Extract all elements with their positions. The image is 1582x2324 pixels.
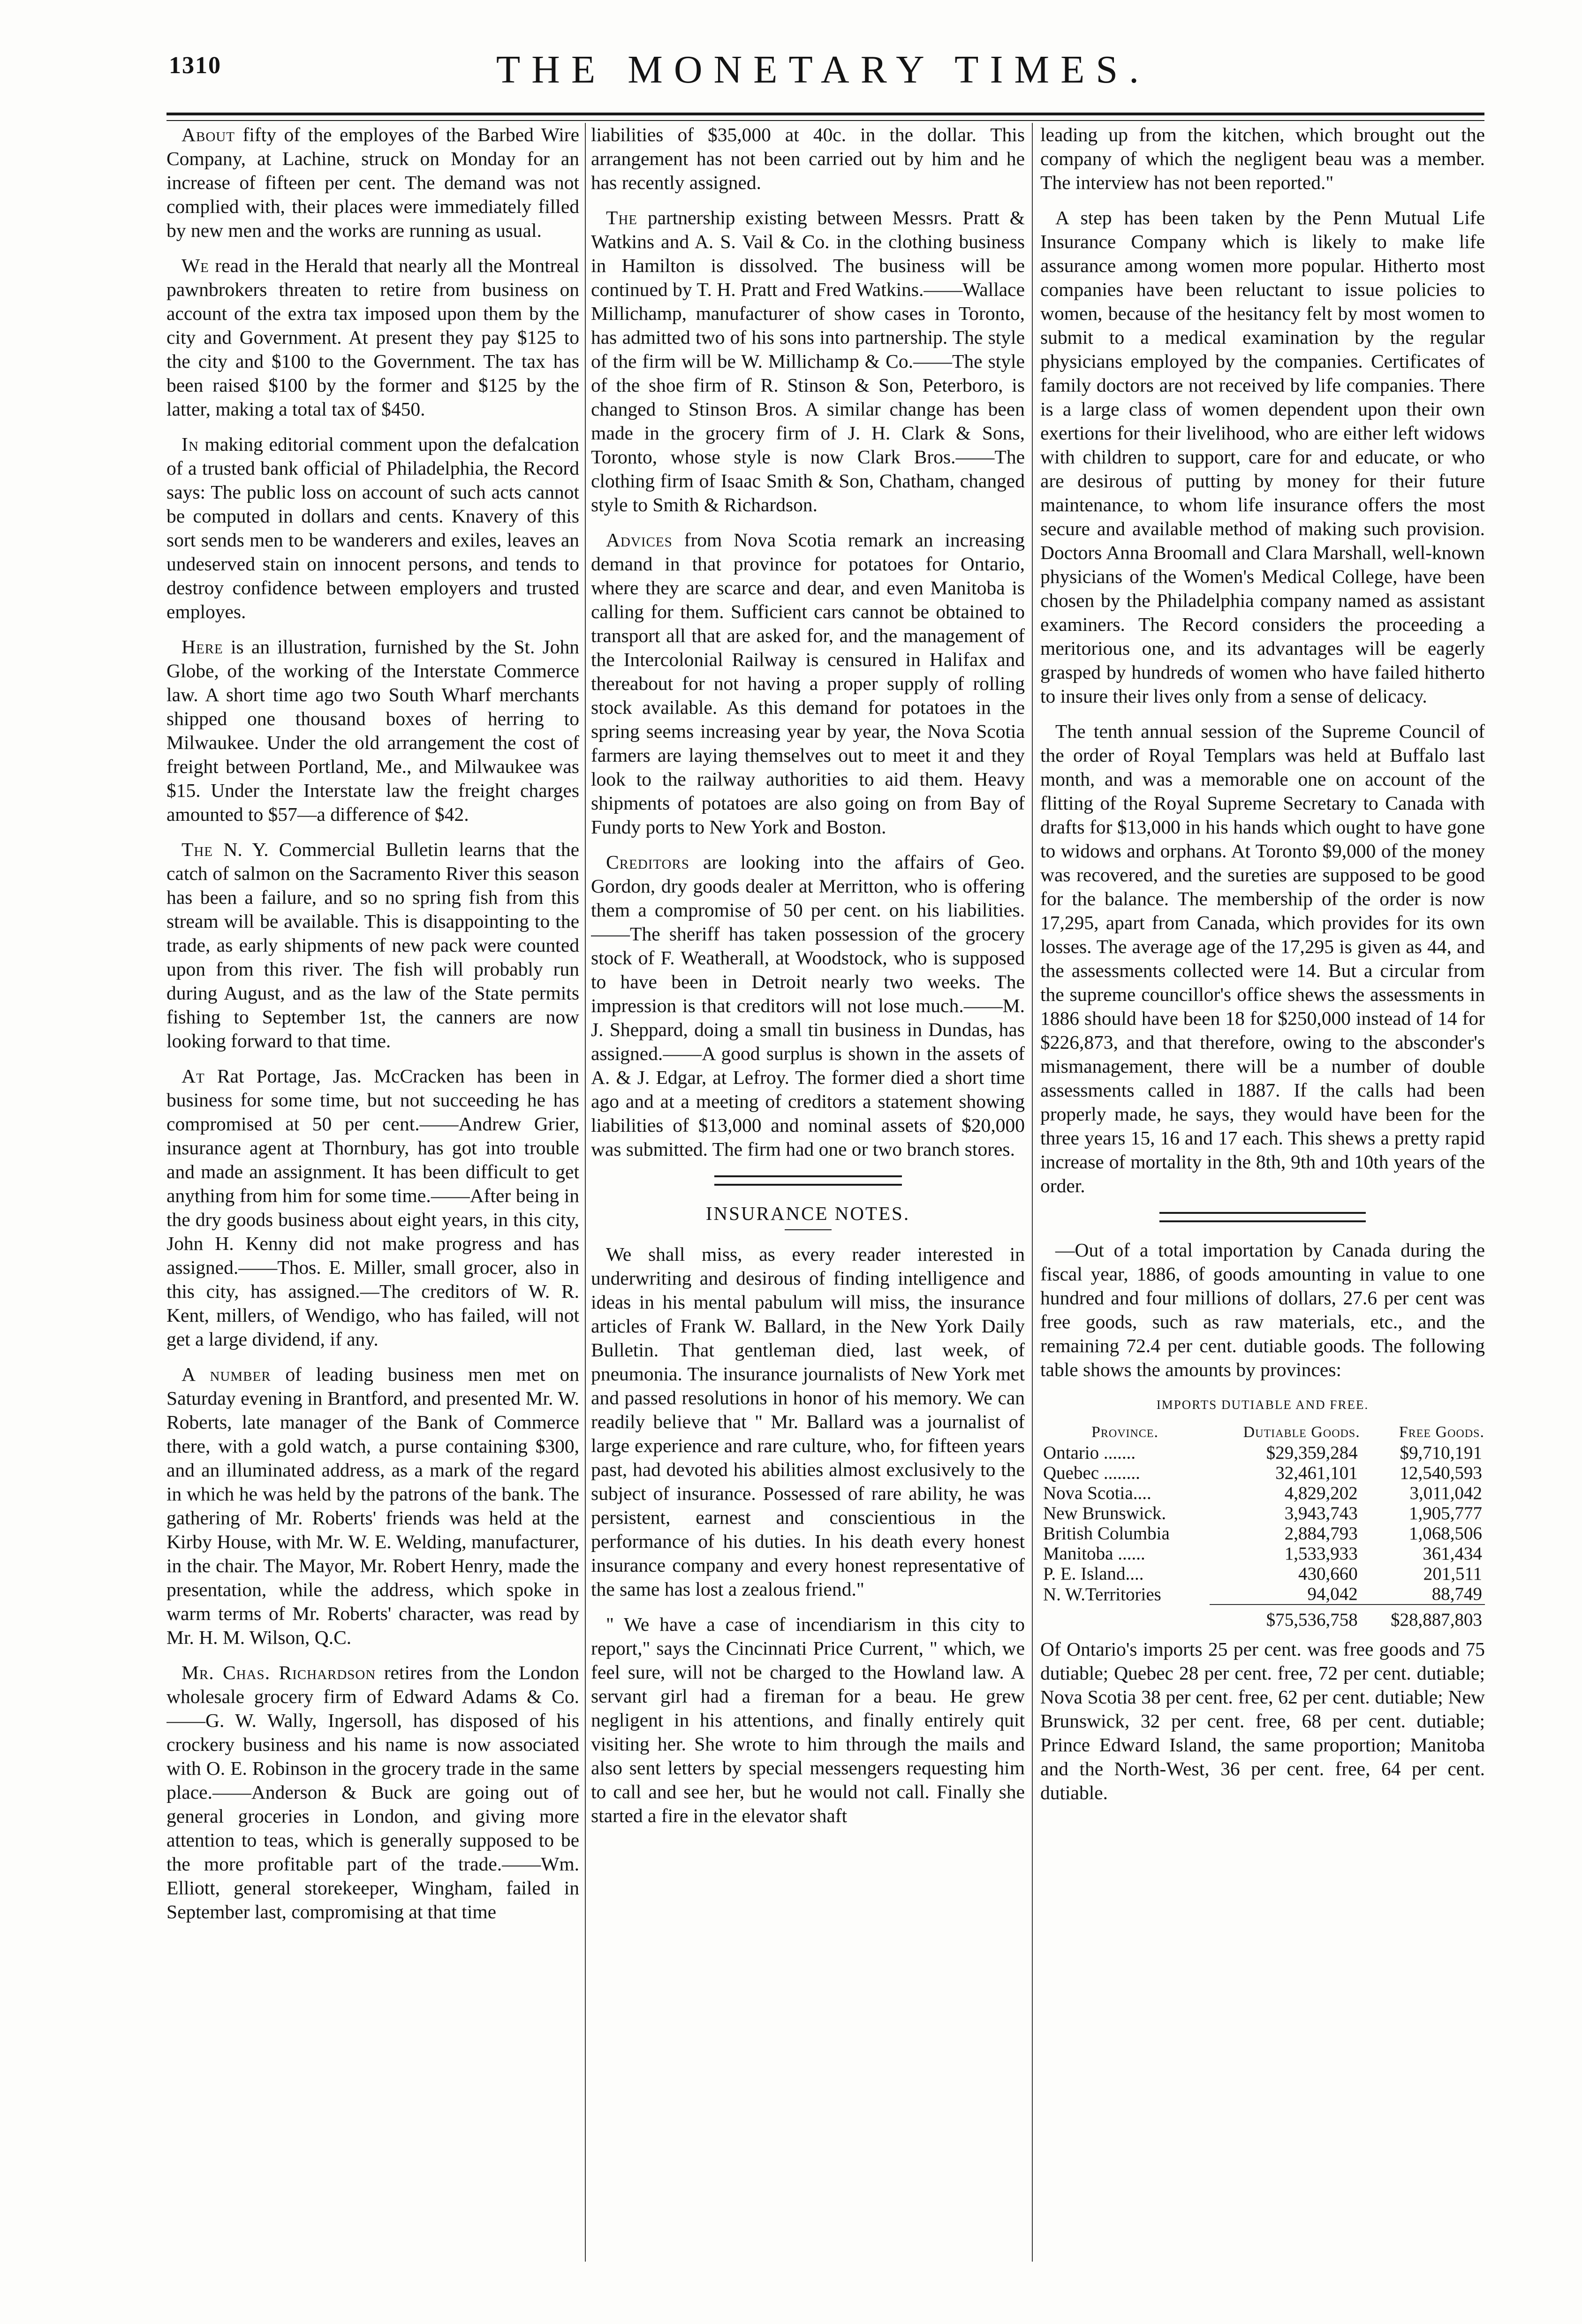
item-text: fifty of the employes of the Barbed Wire Company, at Lachine, struck on Monday for an increase of fifteen per cent. The demand was not complied with, their places were immediately filled by new men and the works are running as usual.	[167, 124, 579, 241]
column-divider	[585, 123, 586, 2262]
free-cell: 361,434	[1423, 1544, 1482, 1564]
item-lead: The	[182, 839, 213, 860]
item-text: N. Y. Commercial Bulletin learns that the catch of salmon on the Sacramento River this season has been a failure, and so no spring fish from this stream will be available. This is disappointing to the trade, as early shipments of new pack were counted upon from this river. The fish will probably run during August, and as the law of the State permits fishing to September 1st, the canners are now looking forward to that time.	[167, 839, 579, 1052]
table-row	[1040, 1463, 1485, 1483]
section-separator	[1159, 1212, 1366, 1222]
free-total: $28,887,803	[1361, 1605, 1485, 1630]
item-lead: At	[182, 1065, 205, 1087]
insurance-paragraph: We shall miss, as every reader interested in underwriting and desirous of finding intelligence and ideas in his mental pabulum will miss, the insurance articles of Frank W. Ballard, in the New York Daily Bulletin. That gentleman died, last week, of pneumonia. The insurance journalists of New York met and passed resolutions in honor of his memory. We can readily believe that " Mr. Ballard was a journalist of large experience and rare culture, who, for fifteen years past, had devoted his abilities almost exclusively to the subject of insurance. Possessed of rare ability, he was persistent, earnest and conscientious in the performance of his duties. In his death every honest insurance company and every honest representative of the same has lost a zealous friend."	[591, 1243, 1025, 1600]
news-item	[167, 123, 579, 242]
item-lead: The	[606, 207, 638, 228]
province-cell: Ontario .......	[1043, 1443, 1136, 1463]
dutiable-cell: 4,829,202	[1284, 1483, 1358, 1503]
heading-rule	[785, 1229, 832, 1230]
province-cell: New Brunswick.	[1043, 1503, 1166, 1523]
free-cell: 1,905,777	[1409, 1503, 1482, 1523]
column-right	[1040, 123, 1485, 2262]
table-row	[1040, 1483, 1485, 1503]
news-item	[167, 838, 579, 1053]
table-row	[1040, 1523, 1485, 1544]
item-lead: We	[182, 255, 209, 276]
item-text: Rat Portage, Jas. McCracken has been in business for some time, but not succeeding he has compromised at 50 per cent.——Andrew Grier, insurance agent at Thornbury, has got into trouble and made an assignment. It has been difficult to get anything from him for some time.——After being in the dry goods business about eight years, in this city, John H. Kenny did not make progress and has assigned.——Thos. E. Miller, small grocer, also in this city, has assigned.—The creditors of W. R. Kent, millers, of Wendigo, who has failed, will not get a large dividend, if any.	[167, 1065, 579, 1350]
page-header	[169, 47, 1477, 113]
column-divider	[1032, 123, 1033, 2262]
free-cell: $9,710,191	[1400, 1443, 1482, 1463]
table-row	[1040, 1544, 1485, 1564]
news-item	[167, 635, 579, 826]
free-cell: 12,540,593	[1400, 1463, 1482, 1483]
item-lead: Here	[182, 636, 223, 658]
news-item	[167, 1064, 579, 1351]
item-text: from Nova Scotia remark an increasing demand in that province for potatoes for Ontario, where they are scarce and dear, and even Manitoba is calling for them. Sufficient cars cannot be obtained to transport all that are asked for, and the management of the Intercolonial Railway is censured in Halifax and thereabout for not having a proper supply of rolling stock available. As this demand for potatoes in the spring seems increasing year by year, the Nova Scotia farmers are laying themselves out to meet it and they look to the railway authorities to aid them. Heavy shipments of potatoes are also going on from Bay of Fundy ports to New York and Boston.	[591, 529, 1025, 838]
imports-intro: —Out of a total importation by Canada during the fiscal year, 1886, of goods amounting in value to one hundred and four millions of dollars, 27.6 per cent was free goods, such as raw materials, etc., and the remaining 72.4 per cent. dutiable goods. The following table shows the amounts by provinces:	[1040, 1239, 1485, 1380]
free-cell: 201,511	[1423, 1564, 1482, 1584]
table-row	[1040, 1443, 1485, 1463]
insurance-paragraph-continued: leading up from the kitchen, which brought out the company of which the negligent beau was a member. The interview has not been reported."	[1040, 124, 1485, 193]
dutiable-cell: 32,461,101	[1275, 1463, 1358, 1483]
item-lead: Creditors	[606, 851, 689, 873]
province-cell: N. W.Territories	[1043, 1584, 1161, 1605]
free-cell: 3,011,042	[1409, 1483, 1482, 1503]
page-number: 1310	[169, 52, 221, 79]
dutiable-cell: 2,884,793	[1284, 1523, 1358, 1544]
item-lead: Mr. Chas. Richardson	[182, 1662, 376, 1683]
province-cell: Quebec ........	[1043, 1463, 1140, 1483]
header-rule-thin	[167, 120, 1484, 121]
dutiable-cell: $29,359,284	[1266, 1443, 1358, 1463]
imports-summary: Of Ontario's imports 25 per cent. was free goods and 75 dutiable; Quebec 28 per cent. free, 72 per cent. dutiable; Nova Scotia 38 per cent. free, 62 per cent. dutiable; New Brunswick, 32 per cent. free, 68 per cent. dutiable; Prince Edward Island, the same proportion; Manitoba and the North-West, 36 per cent. free, 64 per cent. dutiable.	[1040, 1638, 1485, 1803]
dutiable-total: $75,536,758	[1210, 1605, 1361, 1630]
item-text: retires from the London wholesale grocery firm of Edward Adams & Co.——G. W. Wally, Ingersoll, has disposed of his crockery business and his name is now associated with O. E. Robinson in the grocery trade in the same place.——Anderson & Buck are going out of general groceries in London, and giving more attention to teas, which is generally supposed to be the more profitable part of the trade.——Wm. Elliott, general storekeeper, Wingham, failed in September last, compromising at that time	[167, 1662, 579, 1923]
table-row	[1040, 1564, 1485, 1584]
province-cell: Nova Scotia....	[1043, 1483, 1151, 1503]
news-item	[167, 254, 579, 421]
column-header: Dutiable Goods.	[1243, 1423, 1360, 1441]
column-left	[167, 123, 579, 2262]
item-text: of leading business men met on Saturday evening in Brantford, and presented Mr. W. Roberts, late manager of the Bank of Commerce there, with a gold watch, a purse containing $300, and an illuminated address, as a mark of the regard in which he was held by the patrons of the bank. The gathering of Mr. Roberts' friends was held at the Kirby House, with Mr. W. E. Welding, manufacturer, in the chair. The Mayor, Mr. Robert Henry, made the presentation, while the address, which spoke in warm terms of Mr. Roberts' character, was read by Mr. H. M. Wilson, Q.C.	[167, 1363, 579, 1648]
table-row	[1040, 1503, 1485, 1523]
news-item	[167, 1363, 579, 1650]
section-heading: INSURANCE NOTES.	[705, 1203, 910, 1224]
item-lead: A number	[182, 1363, 271, 1385]
item-lead: About	[182, 124, 235, 145]
province-cell: P. E. Island....	[1043, 1564, 1144, 1584]
masthead-title: THE MONETARY TIMES.	[496, 48, 1151, 91]
news-item	[167, 432, 579, 624]
table-title: IMPORTS DUTIABLE AND FREE.	[1156, 1398, 1369, 1412]
news-item	[591, 850, 1025, 1161]
item-lead: Advices	[606, 529, 673, 551]
province-cell: Manitoba ......	[1043, 1544, 1145, 1564]
column-header: Free Goods.	[1399, 1423, 1484, 1441]
free-cell: 88,749	[1431, 1584, 1482, 1604]
total-label-cell	[1040, 1605, 1210, 1630]
table-total-row	[1040, 1605, 1485, 1630]
province-cell: British Columbia	[1043, 1523, 1170, 1544]
news-item	[591, 206, 1025, 517]
insurance-paragraph: " We have a case of incendiarism in this city to report," says the Cincinnati Price Current, " which, we feel sure, will not be charged to the Howland law. A servant girl had a fireman for a beau. He grew negligent in his attentions, and finally entirely quit visiting her. She wrote to him through the mails and also sent letters by special messengers requesting him to call and see her, but he would not call. Finally she started a fire in the elevator shaft	[591, 1613, 1025, 1826]
header-rule	[167, 113, 1484, 115]
news-item	[167, 1661, 579, 1924]
dutiable-cell: 1,533,933	[1284, 1544, 1358, 1564]
item-text: partnership existing between Messrs. Pratt & Watkins and A. S. Vail & Co. in the clothing business in Hamilton is dissolved. The business will be continued by T. H. Pratt and Fred Watkins.——Wallace Millichamp, manufacturer of show cases in Toronto, has admitted two of his sons into partnership. The style of the firm will be W. Millichamp & Co.——The style of the shoe firm of R. Stinson & Son, Peterboro, is changed to Stinson Bros. A similar change has been made in the grocery firm of J. H. Clark & Sons, Toronto, whose style is now Clark Bros.——The clothing firm of Isaac Smith & Son, Chatham, changed style to Smith & Richardson.	[591, 207, 1025, 515]
item-text: is an illustration, furnished by the St. John Globe, of the working of the Interstate Commerce law. A short time ago two South Wharf merchants shipped one thousand boxes of herring to Milwaukee. Under the old arrangement the cost of freight between Portland, Me., and Milwaukee was $15. Under the Interstate law the freight charges amounted to $57—a difference of $42.	[167, 636, 579, 825]
news-item-continued	[591, 123, 1025, 195]
free-cell: 1,068,506	[1409, 1523, 1482, 1544]
insurance-paragraph: A step has been taken by the Penn Mutual Life Insurance Company which is likely to make life assurance among women more popular. Hitherto most companies have been reluctant to issue policies to women, because of the hesitancy felt by most women to submit to a medical examination by the regular physicians employed by the companies. Certificates of family doctors are not received by life companies. There is a large class of women dependent upon their own exertions for their livelihood, who are either left widows with children to support, care for and educate, or who are desirous of putting by money for their future maintenance, to whom life insurance offers the most secure and available method of making such provision. Doctors Anna Broomall and Clara Marshall, well-known physicians of the Women's Medical College, have been chosen by the Philadelphia company named as assistant examiners. The Record considers the proceeding a meritorious one, and its advantages will be eagerly grasped by hundreds of women who have failed hitherto to insure their lives only from a sense of delicacy.	[1040, 207, 1485, 707]
news-item	[591, 528, 1025, 839]
dutiable-cell: 430,660	[1298, 1564, 1358, 1584]
dutiable-cell: 94,042	[1307, 1584, 1358, 1604]
imports-table	[1040, 1422, 1485, 1630]
section-separator	[714, 1175, 902, 1186]
item-lead: In	[182, 433, 199, 455]
column-middle	[591, 123, 1025, 2262]
item-text: liabilities of $35,000 at 40c. in the dollar. This arrangement has not been carried out by him and he has recently assigned.	[591, 124, 1025, 193]
item-text: read in the Herald that nearly all the Montreal pawnbrokers threaten to retire from business on account of the extra tax imposed upon them by the city and Government. At present they pay $125 to the city and $100 to the Government. The tax has been raised $100 by the former and $125 by the latter, making a total tax of $450.	[167, 255, 579, 420]
table-header-row	[1040, 1422, 1485, 1443]
column-header: Province.	[1091, 1423, 1159, 1441]
item-text: are looking into the affairs of Geo. Gordon, dry goods dealer at Merritton, who is offering them a compromise of 50 per cent. on his liabilities.——The sheriff has taken possession of the grocery stock of F. Weatherall, at Woodstock, who is supposed to have been in Detroit nearly two weeks. The impression is that creditors will not lose much.——M. J. Sheppard, doing a small tin business in Dundas, has assigned.——A good surplus is shown in the assets of A. & J. Edgar, at Lefroy. The former died a short time ago and at a meeting of creditors a statement showing liabilities of $13,000 and nominal assets of $20,000 was submitted. The firm had one or two branch stores.	[591, 851, 1025, 1160]
dutiable-cell: 3,943,743	[1284, 1503, 1358, 1523]
table-row	[1040, 1584, 1485, 1605]
item-text: making editorial comment upon the defalcation of a trusted bank official of Philadelphia, the Record says: The public loss on account of such acts cannot be computed in dollars and cents. Knavery of this sort sends men to be wanderers and exiles, leaves an undeserved stain on innocent persons, and tends to destroy confidence between employers and trusted employes.	[167, 433, 579, 622]
insurance-paragraph: The tenth annual session of the Supreme Council of the order of Royal Templars was held at Buffalo last month, and was a memorable one on account of the flitting of the Royal Supreme Secretary to Canada with drafts for $13,000 in his hands which ought to have gone to widows and orphans. At Toronto $9,000 of the money was recovered, and the sureties are supposed to be good for the balance. The membership of the order is now 17,295, apart from Canada, which provides for its own losses. The average age of the 17,295 is given as 44, and the assessments collected were 14. But a circular from the supreme councillor's office shews the assessments in 1886 should have been 18 for $250,000 instead of 14 for $226,873, and that therefore, owing to the absconder's mismanagement, there will be a number of double assessments called in 1887. If the calls had been properly made, he says, they would have been for the three years 15, 16 and 17 each. This shews a pretty rapid increase of mortality in the 8th, 9th and 10th years of the order.	[1040, 720, 1485, 1196]
